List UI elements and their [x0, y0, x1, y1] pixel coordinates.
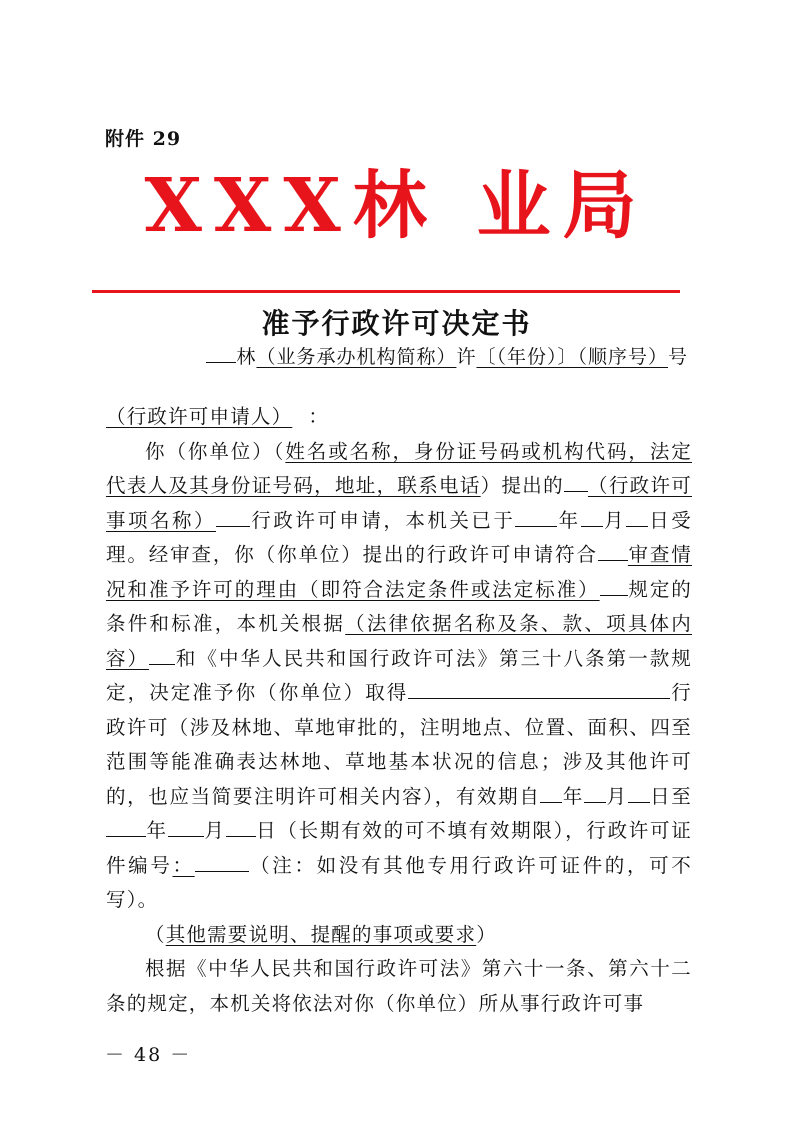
page-number: － 48 －	[105, 1044, 192, 1066]
blank-line	[106, 814, 146, 837]
text-segment: 其他需要说明、提醒的事项或要求	[165, 922, 477, 946]
document-number	[206, 340, 688, 369]
blank-line	[149, 642, 175, 665]
text-segment: （行政许可事项名称）	[106, 474, 692, 532]
text-segment: 年	[562, 784, 585, 808]
blank-line	[515, 504, 557, 527]
text-segment: （法律依据名称及条、款、项具体内容）	[106, 612, 693, 670]
applicant-name: （行政许可申请人）	[106, 405, 293, 428]
text-segment: 姓名或名称，身份证号码或机构代码，法定代表人及其身份证号码，地址，联系电话	[106, 439, 692, 497]
attachment-label: 附件 29	[105, 128, 182, 150]
document-body	[106, 400, 692, 1021]
doc-number-part: 号	[667, 346, 688, 368]
blank-line	[216, 504, 250, 527]
text-segment: 行政许可申请，本机关已于	[250, 508, 516, 532]
text-segment: ）	[476, 922, 497, 946]
text-segment: （	[145, 922, 166, 946]
doc-number-part: 林	[236, 346, 257, 368]
blank-line	[540, 780, 562, 803]
text-segment: 规定的条件和标准，本机关根据	[106, 577, 692, 635]
additional-notes-paragraph	[106, 918, 692, 953]
doc-number-part: 〔（年份）〕（顺序号）	[476, 346, 668, 368]
text-segment: 行政许可（涉及林地、草地审批的，注明地点、位置、面积、四至范围等能准确表达林地、草地基本状况的信息；涉及其他许可的，也应当简要注明许可相关内容），有效期自	[106, 681, 692, 808]
blank-line	[600, 573, 628, 596]
blank-line	[626, 504, 648, 527]
blank-line	[581, 504, 603, 527]
text-segment: 和《中华人民共和国行政许可法》第三十八条第一款规定，决定准予你（你单位）取得	[106, 646, 692, 704]
supervision-paragraph: 根据《中华人民共和国行政许可法》第六十一条、第六十二条的规定，本机关将依法对你（你单位）所从事行政许可事	[106, 957, 692, 1015]
applicant-colon: ：	[308, 405, 330, 428]
text-segment: 你（你单位）（	[145, 439, 286, 463]
blank-line	[628, 780, 650, 803]
blank-line	[226, 814, 256, 837]
blank-line	[408, 676, 670, 699]
text-segment: ）提出的	[480, 474, 564, 497]
red-separator-line	[92, 290, 680, 293]
blank-line	[598, 538, 628, 561]
blank-line	[564, 469, 588, 492]
applicant-line	[106, 400, 692, 435]
text-segment: （注：如没有其他专用行政许可证件的，可不写）。	[106, 853, 692, 911]
text-segment: 日至	[649, 784, 692, 808]
text-segment: 月	[606, 784, 628, 808]
text-segment: 日受理。经审查，你（你单位）提出的行政许可申请符合	[106, 508, 692, 566]
text-segment: ：	[172, 853, 195, 877]
blank-line	[195, 849, 249, 872]
decision-paragraph	[106, 435, 692, 918]
doc-number-part: 许	[456, 346, 477, 368]
doc-number-part: （业务承办机构简称）	[256, 346, 457, 368]
text-segment: 月	[203, 819, 226, 842]
blank-line	[168, 814, 204, 837]
blank-line	[584, 780, 606, 803]
text-segment: 日（长期有效的可不填有效期限），行政许可证件编号	[106, 819, 693, 877]
text-segment: 月	[602, 508, 626, 532]
text-segment: 年	[146, 819, 168, 842]
text-segment: 审查情况和准予许可的理由（即符合法定条件或法定标准）	[106, 543, 692, 601]
blank-line	[206, 340, 236, 363]
document-title: 准予行政许可决定书	[261, 307, 532, 340]
text-segment: 年	[557, 508, 581, 532]
issuing-agency-name: XXX林 业局	[144, 163, 649, 249]
